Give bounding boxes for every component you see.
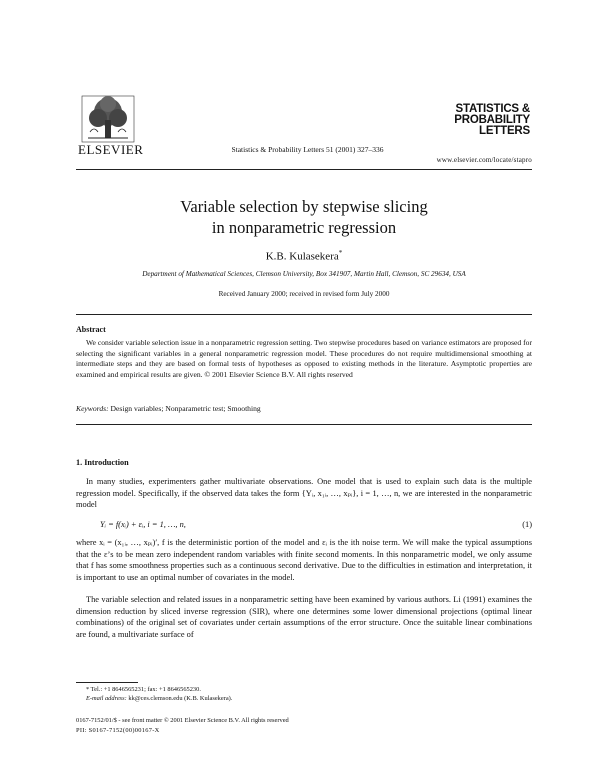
intro-paragraph-2: where xᵢ = (x₁ᵢ, …, xₚᵢ)′, f is the deterministic portion of the model and εᵢ is the ith noise term. We will make the typical assumptions that the ε’s to be mean zero independent random variables with finite second moments. In this nonparametric model, we only assume that f has some smoothness properties such as a continuous second derivative. Due to the difficulties in estimation and interpretation, it is important to use an optimal number of covariates in the model.: [76, 538, 532, 582]
affiliation: Department of Mathematical Sciences, Clemson University, Box 341907, Martin Hall, Clemson, SC 29634, USA: [142, 270, 466, 278]
abstract-copyright: © 2001 Elsevier Science B.V. All rights reserved: [204, 369, 353, 379]
brand-line-1: STATISTICS &: [455, 103, 530, 115]
title-divider: [76, 314, 532, 315]
journal-url-link[interactable]: www.elsevier.com/locate/stapro: [436, 156, 532, 164]
footnote-contact: * Tel.: +1 8646565231; fax: +1 8646565230.: [86, 686, 201, 693]
footnote-divider: [76, 682, 138, 683]
pii-line: PII: S0167-7152(00)00167-X: [76, 727, 160, 734]
publisher-name: ELSEVIER: [78, 142, 144, 157]
equation-body: Yᵢ = f(xᵢ) + εᵢ, i = 1, …, n,: [100, 520, 186, 529]
keywords-label: Keywords:: [76, 404, 109, 413]
abstract-body: [76, 338, 532, 380]
section-heading: 1. Introduction: [76, 458, 129, 467]
footnote-email: [86, 695, 232, 702]
front-matter-line: 0167-7152/01/$ - see front matter © 2001 Elsevier Science B.V. All rights reserved: [76, 717, 289, 724]
author-footnote-mark[interactable]: *: [338, 249, 343, 257]
abstract-divider: [76, 424, 532, 425]
intro-paragraph-1: In many studies, experimenters gather multivariate observations. One model that is used to explain such data is the multiple regression model. Specifically, if the observed data takes the form {Yᵢ, x₁ᵢ, …, xₚᵢ}, i = 1, …, n, we are interested in the nonparametric model: [76, 477, 532, 510]
equation-1: [100, 520, 532, 529]
author-line: [76, 249, 532, 263]
brand-line-3: LETTERS: [479, 125, 530, 137]
brand-line-2: PROBABILITY: [454, 114, 530, 126]
email-label: E-mail address:: [86, 695, 127, 702]
title-line-1: Variable selection by stepwise slicing: [180, 197, 428, 216]
received-dates: Received January 2000; received in revised form July 2000: [218, 290, 390, 298]
author-name: K.B. Kulasekera: [265, 250, 339, 263]
journal-brand: [438, 104, 530, 137]
header-divider: [76, 169, 532, 170]
email-address-link[interactable]: kk@ces.clemson.edu (K.B. Kulasekera).: [128, 695, 233, 702]
keywords: [76, 404, 532, 414]
paper-title: [76, 196, 532, 238]
title-line-2: in nonparametric regression: [211, 218, 397, 237]
keywords-list: Design variables; Nonparametric test; Smoothing: [110, 404, 261, 413]
abstract-heading: Abstract: [76, 325, 106, 334]
intro-paragraph-3: The variable selection and related issues in a nonparametric setting have been examined by various authors. Li (1991) examines the dimension reduction by sliced inverse regression (SIR), where one determines some lower dimensional projections (optimal linear combinations) of the original set of covariates under certain assumptions of the error structure. Once the suitable linear combinations are found, a multivariate surface of: [76, 595, 532, 639]
abstract-text: We consider variable selection issue in a nonparametric regression setting. Two stepwise procedures based on variance estimators are proposed for selecting the significant variables in a general nonparametric regression model. These procedures do not require multidimensional smoothing at intermediate steps and they are based on formal tests of hypotheses as opposed to existing methods in the literature. Asymptotic properties are examined and empirical results are given.: [76, 338, 532, 379]
journal-reference: Statistics & Probability Letters 51 (2001) 327–336: [231, 145, 384, 154]
equation-number: (1): [522, 520, 532, 529]
